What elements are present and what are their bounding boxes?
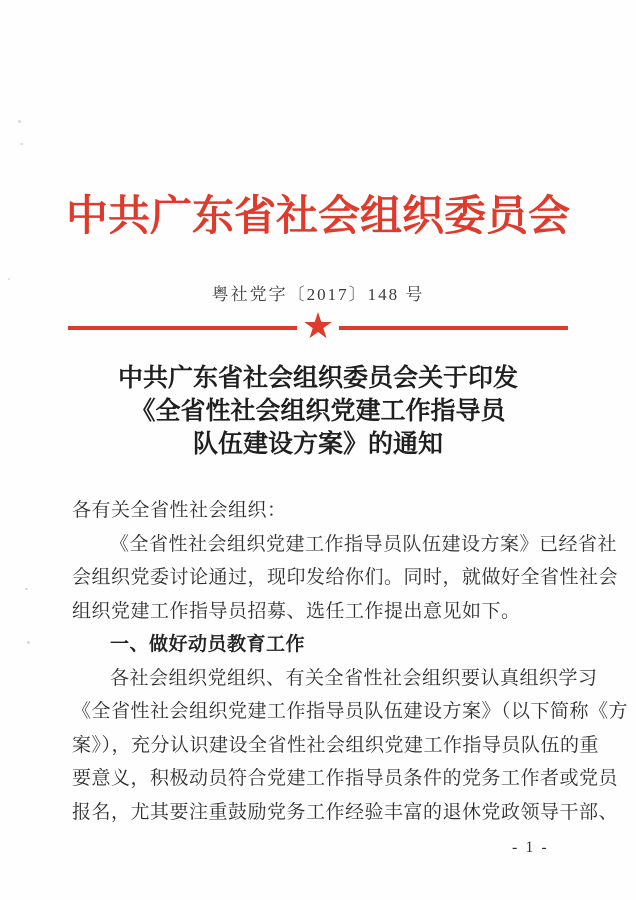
scan-speck [20, 143, 23, 145]
document-title-line-2: 《全省性社会组织党建工作指导员 [130, 398, 506, 425]
document-number: 粤社党字〔2017〕148 号 [211, 285, 425, 304]
paragraph-1-line-1: 《全省性社会组织党建工作指导员队伍建设方案》已经省社 [110, 533, 618, 555]
scan-speck [18, 120, 21, 123]
salutation: 各有关全省性社会组织： [72, 500, 287, 521]
document-body [72, 494, 629, 829]
paragraph-2-line-5: 报名，尤其要注重鼓励党务工作经验丰富的退休党政领导干部、 [72, 801, 619, 823]
paragraph-1-line-3: 组织党建工作指导员招募、选任工作提出意见如下。 [72, 600, 521, 622]
scan-speck [27, 641, 30, 644]
paragraph-2-line-1: 各社会组织党组织、有关全省性社会组织要认真组织学习 [110, 667, 598, 689]
divider-left-bar [68, 326, 297, 330]
divider-right-bar [339, 326, 568, 330]
paragraph-2-line-4: 要意义，积极动员符合党建工作指导员条件的党务工作者或党员 [72, 768, 619, 789]
paragraph-2-line-3: 案》），充分认识建设全省性社会组织党建工作指导员队伍的重 [72, 734, 600, 756]
document-title-line-3: 队伍建设方案》的通知 [192, 431, 443, 458]
section-1-heading: 一、做好动员教育工作 [110, 634, 306, 655]
paragraph-1-line-2: 会组织党委讨论通过，现印发给你们。同时，就做好全省性社会 [72, 567, 619, 588]
red-divider-rule [68, 308, 568, 348]
scan-speck [8, 278, 10, 280]
document-title [0, 362, 636, 461]
scan-speck [25, 588, 28, 590]
document-title-line-1: 中共广东省社会组织委员会关于印发 [117, 365, 518, 392]
paragraph-2-line-2: 《全省性社会组织党建工作指导员队伍建设方案》（以下简称《方 [72, 701, 629, 722]
star-icon: ★ [301, 306, 335, 346]
page-number: - 1 - [512, 839, 549, 856]
letterhead-org-name: 中共广东省社会组织委员会 [65, 194, 570, 240]
